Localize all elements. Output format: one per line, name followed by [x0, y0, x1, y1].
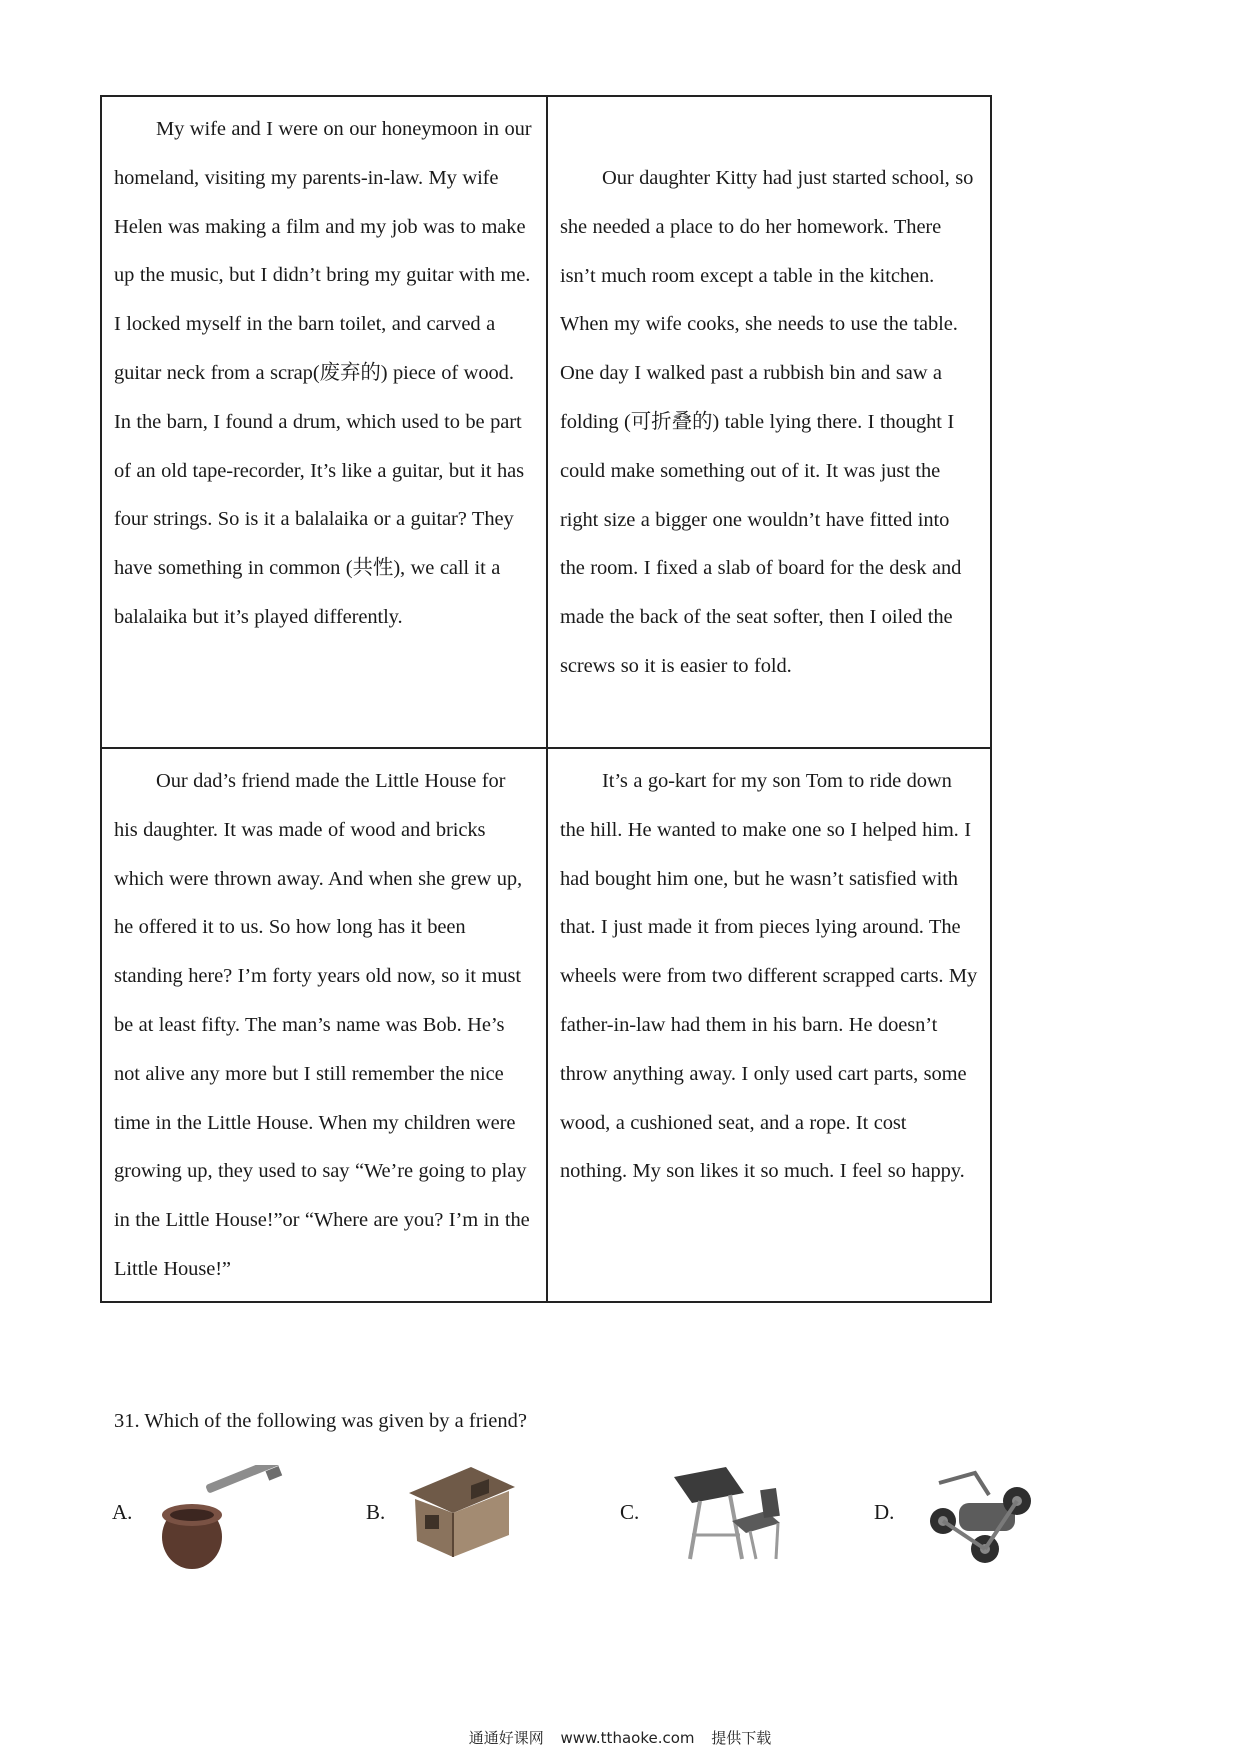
option-d[interactable] — [874, 1465, 1064, 1575]
passage-cell-go-kart — [547, 748, 991, 1302]
footer-suffix: 提供下载 — [711, 1729, 772, 1747]
balalaika-icon — [147, 1465, 287, 1575]
passage-cell-folding-table — [547, 96, 991, 748]
option-label: C. — [620, 1500, 640, 1524]
option-label: A. — [112, 1500, 133, 1524]
go-kart-icon — [919, 1465, 1039, 1575]
option-a[interactable] — [112, 1465, 292, 1575]
passage-text: Our daughter Kitty had just started school, so she needed a place to do her homework. There isn’t much room except a table in the kitchen. When my wife cooks, she needs to use the table. One day I walked past a rubbish bin and saw a folding (可折叠的) table lying there. I thought I could make something out of it. It was just the right size a bigger one wouldn’t have fitted into the room. I fixed a slab of board for the desk and made the back of the seat softer, then I oiled the screws so it is easier to fold. — [560, 167, 974, 677]
answer-options — [112, 1465, 1062, 1575]
little-house-icon — [401, 1465, 521, 1565]
option-b[interactable] — [366, 1465, 546, 1575]
folding-desk-icon — [670, 1465, 800, 1565]
footer-site-name: 通通好课网 — [468, 1729, 544, 1747]
passages-table — [100, 95, 992, 1303]
option-c[interactable] — [620, 1465, 820, 1575]
question-text: 31. Which of the following was given by a friend? — [114, 1410, 527, 1432]
footer-url[interactable]: www.tthaoke.com — [560, 1729, 695, 1747]
passage-cell-little-house — [101, 748, 547, 1302]
passage-text: It’s a go-kart for my son Tom to ride down the hill. He wanted to make one so I helped him. I had bought him one, but he wasn’t satisfied with that. I just made it from pieces lying around. The wheels were from two different scrapped carts. My father-in-law had them in his barn. He doesn’t throw anything away. I only used cart parts, some wood, a cushioned seat, and a rope. It cost nothing. My son likes it so much. I feel so happy. — [560, 770, 978, 1183]
option-label: B. — [366, 1500, 386, 1524]
option-label: D. — [874, 1500, 895, 1524]
passage-text: My wife and I were on our honeymoon in our homeland, visiting my parents-in-law. My wife Helen was making a film and my job was to make up the music, but I didn’t bring my guitar with me. I locked myself in the barn toilet, and carved a guitar neck from a scrap(废弃的) piece of wood. In the barn, I found a drum, which used to be part of an old tape-recorder, It’s like a guitar, but it has four strings. So is it a balalaika or a guitar? They have something in common (共性), we call it a balalaika but it’s played differently. — [114, 118, 532, 628]
passage-cell-balalaika — [101, 96, 547, 748]
passage-text: Our dad’s friend made the Little House for his daughter. It was made of wood and bricks which were thrown away. And when she grew up, he offered it to us. So how long has it been standing here? I’m forty years old now, so it must be at least fifty. The man’s name was Bob. He’s not alive any more but I still remember the nice time in the Little House. When my children were growing up, they used to say “We’re going to play in the Little House!”or “Where are you? I’m in the Little House!” — [114, 770, 530, 1280]
page-footer — [0, 1727, 1240, 1748]
